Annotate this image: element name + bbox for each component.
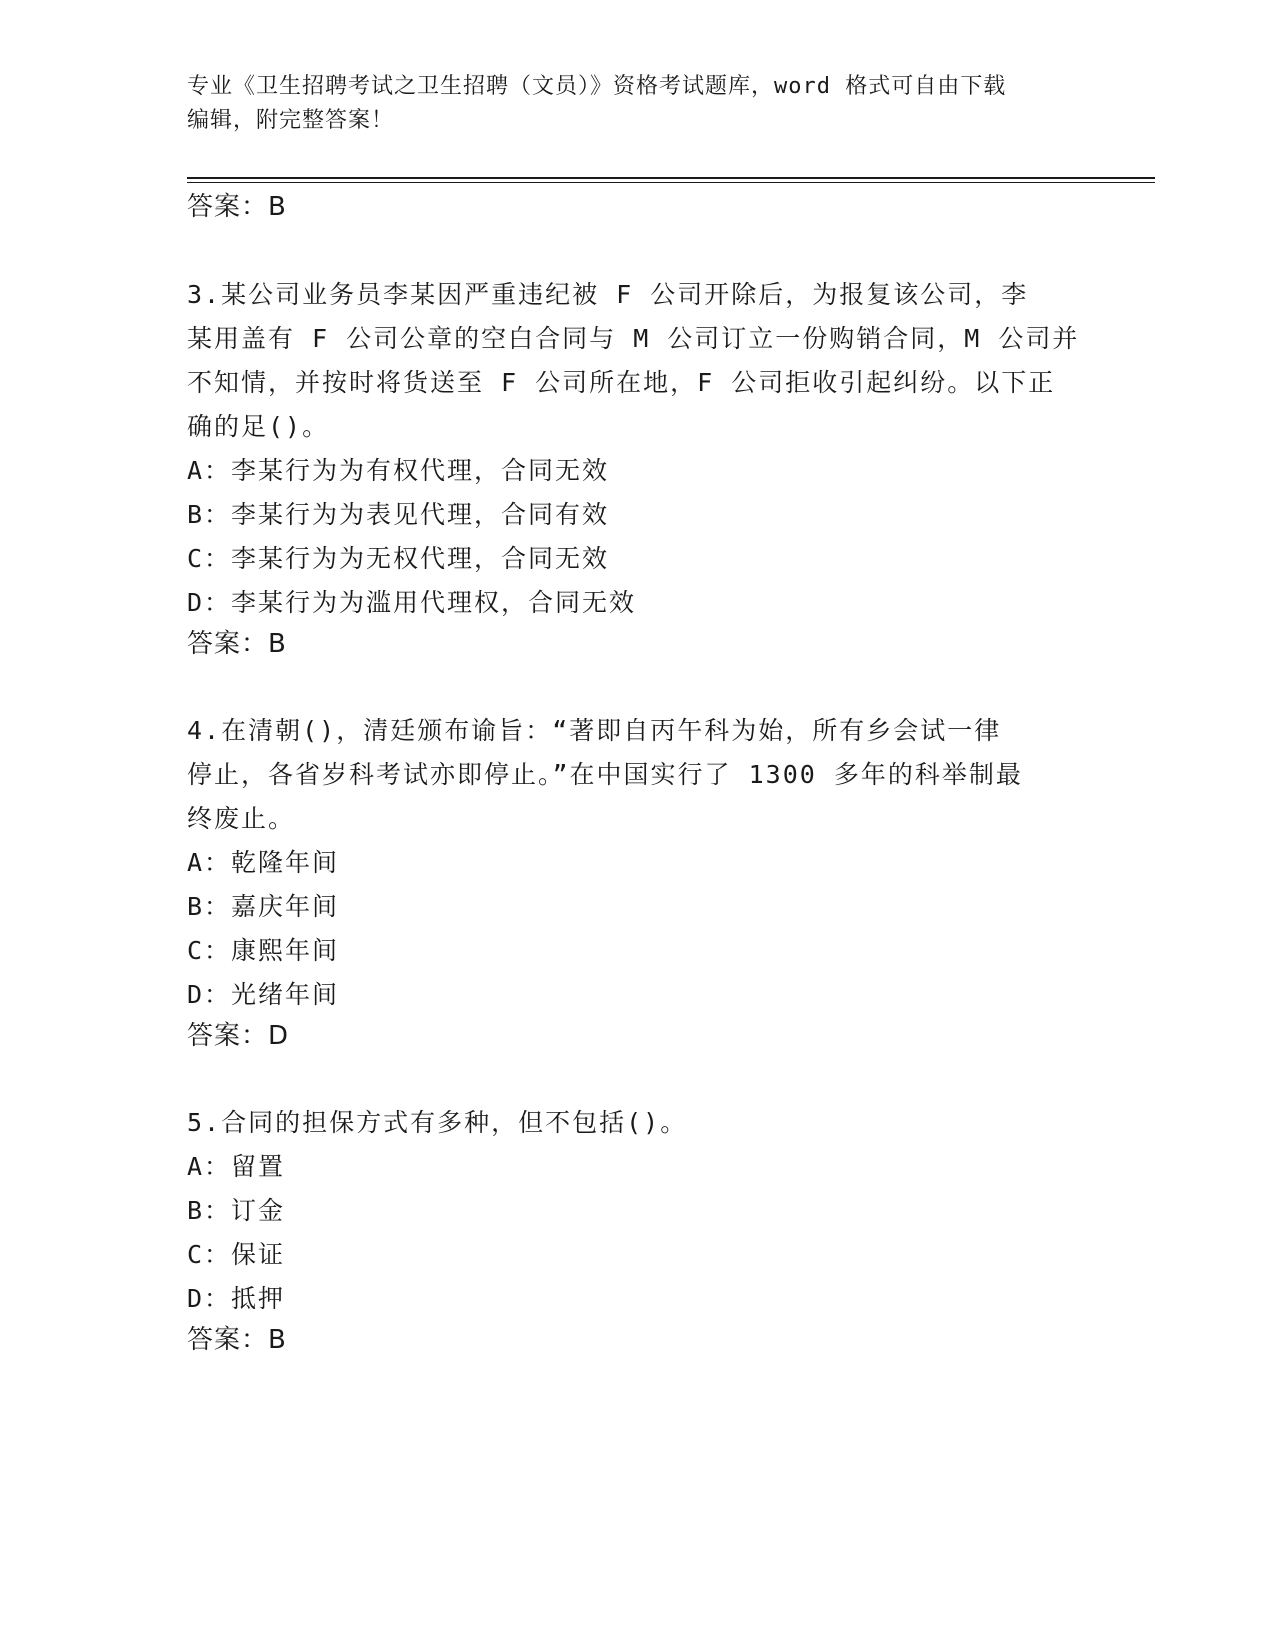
question-5-option-d: D：抵押	[187, 1284, 286, 1313]
question-5-option-a: A：留置	[187, 1152, 286, 1181]
question-4-option-a: A：乾隆年间	[187, 848, 340, 877]
answer-q2: 答案：B	[187, 192, 287, 222]
answer-q4: 答案：D	[187, 1021, 290, 1051]
question-5-option-b: B：订金	[187, 1196, 286, 1225]
question-3-stem-line-2: 某用盖有 F 公司公章的空白合同与 M 公司订立一份购销合同，M 公司并	[187, 324, 1080, 353]
question-4-stem-line-3: 终废止。	[187, 804, 296, 833]
question-4-stem-line-2: 停止，各省岁科考试亦即停止。”在中国实行了 1300 多年的科举制最	[187, 760, 1023, 789]
header-line-2: 编辑，附完整答案！	[187, 108, 395, 133]
document-header	[187, 70, 1087, 138]
question-4-option-b: B：嘉庆年间	[187, 892, 340, 921]
question-4-option-d: D：光绪年间	[187, 980, 340, 1009]
question-4-stem-line-1: 4.在清朝()，清廷颁布谕旨：“著即自丙午科为始，所有乡会试一律	[187, 716, 1002, 745]
question-3-stem-line-3: 不知情，并按时将货送至 F 公司所在地，F 公司拒收引起纠纷。以下正	[187, 368, 1056, 397]
answer-q5: 答案：B	[187, 1325, 287, 1355]
question-5-stem-line-1: 5.合同的担保方式有多种，但不包括()。	[187, 1108, 688, 1137]
question-4-option-c: C：康熙年间	[187, 936, 340, 965]
question-5-option-c: C：保证	[187, 1240, 286, 1269]
question-3-option-b: B：李某行为为表见代理，合同有效	[187, 500, 610, 529]
header-divider-thick	[187, 177, 1155, 179]
question-3-option-c: C：李某行为为无权代理，合同无效	[187, 544, 610, 573]
question-3-option-a: A：李某行为为有权代理，合同无效	[187, 456, 610, 485]
question-3-option-d: D：李某行为为滥用代理权，合同无效	[187, 588, 637, 617]
question-3-stem-line-4: 确的足()。	[187, 412, 330, 441]
answer-q3: 答案：B	[187, 629, 287, 659]
question-3-stem-line-1: 3.某公司业务员李某因严重违纪被 F 公司开除后，为报复该公司，李	[187, 280, 1029, 309]
header-line-1: 专业《卫生招聘考试之卫生招聘（文员）》资格考试题库，word 格式可自由下载	[187, 74, 1007, 99]
header-divider-thin	[187, 182, 1155, 183]
